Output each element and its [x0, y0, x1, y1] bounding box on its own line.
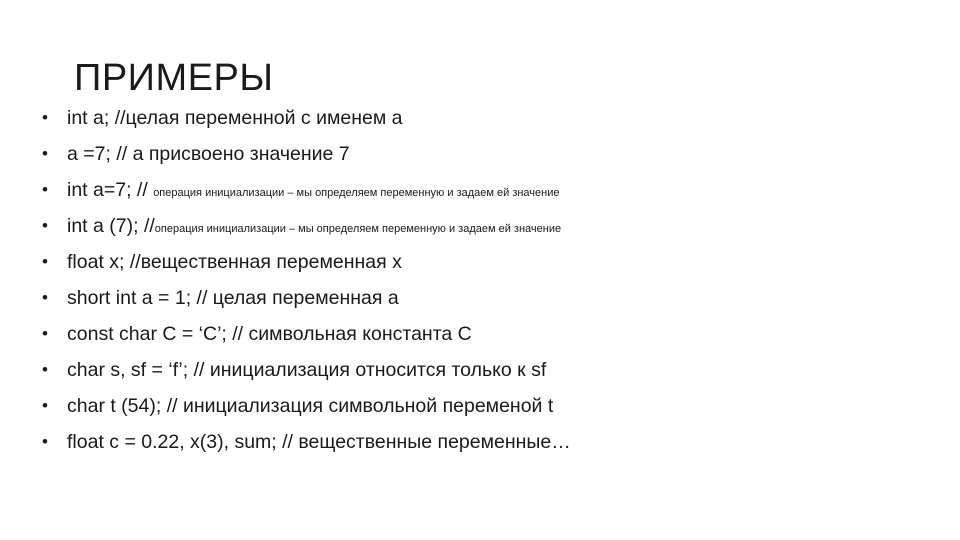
- code-line: int a; //целая переменной с именем а: [67, 107, 403, 129]
- bullet-icon: •: [42, 396, 48, 415]
- code-comment-note: операция инициализации – мы определяем переменную и задаем ей значение: [154, 223, 562, 235]
- code-comment-note: операция инициализации – мы определяем переменную и задаем ей значение: [153, 187, 560, 199]
- list-item: [40, 244, 940, 280]
- bullet-icon: •: [42, 216, 48, 235]
- code-line: const char C = ‘C’; // символьная константа С: [67, 323, 472, 345]
- list-item: [40, 388, 940, 424]
- bullet-icon: •: [42, 180, 48, 199]
- code-line: int a=7; //: [67, 179, 154, 201]
- list-item: [40, 136, 940, 172]
- slide-title: ПРИМЕРЫ: [74, 57, 274, 99]
- code-line: char s, sf = ‘f’; // инициализация относится только к sf: [67, 359, 547, 381]
- list-item: [40, 172, 940, 208]
- code-line: float x; //вещественная переменная x: [67, 251, 402, 273]
- list-item: [40, 316, 940, 352]
- list-item: [40, 208, 940, 244]
- code-line: int a (7); //: [67, 215, 155, 237]
- code-line: a =7; // а присвоено значение 7: [67, 143, 350, 165]
- code-line: float c = 0.22, x(3), sum; // вещественные переменные…: [67, 431, 571, 453]
- code-line: short int a = 1; // целая переменная а: [67, 287, 399, 309]
- bullet-icon: •: [42, 324, 48, 343]
- code-line: char t (54); // инициализация символьной переменой t: [67, 395, 554, 417]
- list-item: [40, 352, 940, 388]
- bullet-icon: •: [42, 144, 48, 163]
- bullet-list: [40, 100, 940, 460]
- list-item: [40, 280, 940, 316]
- list-item: [40, 100, 940, 136]
- bullet-icon: •: [42, 360, 48, 379]
- bullet-icon: •: [42, 252, 48, 271]
- bullet-icon: •: [42, 432, 48, 451]
- bullet-icon: •: [42, 108, 48, 127]
- bullet-icon: •: [42, 288, 48, 307]
- list-item: [40, 424, 940, 460]
